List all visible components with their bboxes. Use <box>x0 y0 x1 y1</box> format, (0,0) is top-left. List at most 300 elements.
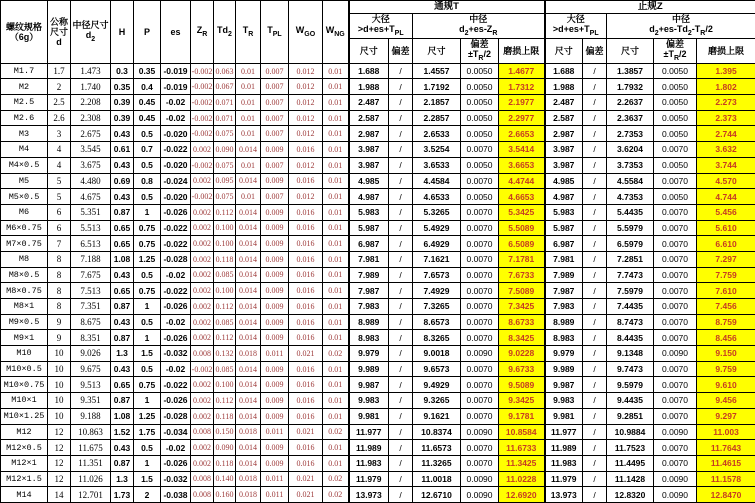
cell-TPL: 0.009 <box>261 361 289 377</box>
cell-go-major-size: 2.987 <box>349 126 389 142</box>
cell-P: 1 <box>134 204 161 220</box>
cell-es: -0.032 <box>161 471 191 487</box>
cell-go-major-size: 3.987 <box>349 142 389 158</box>
cell-ng-major-size: 2.587 <box>545 110 583 126</box>
cell-go-major-dev: / <box>389 455 413 471</box>
cell-Td2: 0.112 <box>214 299 236 315</box>
cell-TR: 0.018 <box>236 471 261 487</box>
cell-d: 1.7 <box>48 63 71 79</box>
cell-ZR: -0.002 <box>191 126 214 142</box>
cell-go-major-dev: / <box>389 220 413 236</box>
cell-TPL: 0.009 <box>261 314 289 330</box>
cell-TR: 0.014 <box>236 314 261 330</box>
cell-spec: M12×0.5 <box>1 440 48 456</box>
cell-H: 1.52 <box>111 424 134 440</box>
cell-spec: M8 <box>1 251 48 267</box>
cell-d2: 5.351 <box>71 204 111 220</box>
cell-es: -0.026 <box>161 204 191 220</box>
table-row <box>1 220 755 236</box>
cell-P: 0.5 <box>134 126 161 142</box>
cell-d: 7 <box>48 236 71 252</box>
cell-go-major-size: 1.988 <box>349 79 389 95</box>
cell-d: 12 <box>48 424 71 440</box>
cell-go-pitch-dev: 0.0070 <box>461 377 499 393</box>
cell-ng-wear-limit: 1.395 <box>697 63 755 79</box>
cell-go-pitch-dev: 0.0070 <box>461 173 499 189</box>
cell-WNG: 0.01 <box>323 173 349 189</box>
cell-ng-pitch-size: 6.5979 <box>607 236 654 252</box>
cell-go-pitch-size: 2.1857 <box>413 95 461 111</box>
cell-ng-pitch-dev: 0.0070 <box>654 299 697 315</box>
cell-P: 0.5 <box>134 440 161 456</box>
cell-H: 0.43 <box>111 126 134 142</box>
cell-spec: M5×0.5 <box>1 189 48 205</box>
cell-TPL: 0.009 <box>261 393 289 409</box>
cell-WNG: 0.01 <box>323 267 349 283</box>
cell-ng-wear-limit: 4.744 <box>697 189 755 205</box>
cell-go-major-dev: / <box>389 471 413 487</box>
cell-ng-major-dev: / <box>583 471 607 487</box>
cell-ZR: 0.002 <box>191 440 214 456</box>
cell-ng-wear-limit: 9.759 <box>697 361 755 377</box>
cell-TPL: 0.009 <box>261 251 289 267</box>
cell-go-major-dev: / <box>389 126 413 142</box>
cell-WGO: 0.016 <box>289 173 323 189</box>
cell-go-major-size: 2.487 <box>349 95 389 111</box>
header-ZR: $Z_R$ <box>191 1 214 64</box>
cell-d: 10 <box>48 393 71 409</box>
header-go-pitch-deviation: 偏差 $\pm T_R/2$ <box>461 39 499 64</box>
cell-ZR: 0.002 <box>191 377 214 393</box>
cell-ZR: 0.002 <box>191 408 214 424</box>
cell-TR: 0.01 <box>236 126 261 142</box>
header-nogo-major-size: 尺寸 <box>545 39 583 64</box>
cell-H: 0.87 <box>111 393 134 409</box>
table-row <box>1 455 755 471</box>
cell-es: -0.026 <box>161 393 191 409</box>
table-row <box>1 361 755 377</box>
cell-ng-major-size: 7.989 <box>545 267 583 283</box>
table-row <box>1 189 755 205</box>
cell-P: 0.5 <box>134 361 161 377</box>
cell-Td2: 0.090 <box>214 440 236 456</box>
cell-go-major-size: 13.973 <box>349 487 389 503</box>
cell-es: -0.02 <box>161 440 191 456</box>
cell-go-wear-limit: 8.3425 <box>499 330 545 346</box>
cell-WGO: 0.012 <box>289 157 323 173</box>
cell-TPL: 0.009 <box>261 440 289 456</box>
header-go-wear-limit: 磨损上限 <box>499 39 545 64</box>
cell-TPL: 0.009 <box>261 173 289 189</box>
cell-go-major-dev: / <box>389 251 413 267</box>
header-nogo-gauge-group: 止规Z <box>545 1 755 14</box>
cell-go-pitch-dev: 0.0050 <box>461 126 499 142</box>
cell-spec: M8×0.75 <box>1 283 48 299</box>
header-WGO: $W_{GO}$ <box>289 1 323 64</box>
cell-ng-wear-limit: 7.456 <box>697 299 755 315</box>
cell-go-major-size: 8.989 <box>349 314 389 330</box>
cell-TR: 0.014 <box>236 173 261 189</box>
header-go-major-deviation: 偏差 <box>389 39 413 64</box>
cell-ng-major-dev: / <box>583 110 607 126</box>
cell-d2: 9.513 <box>71 377 111 393</box>
cell-ng-pitch-dev: 0.0070 <box>654 440 697 456</box>
cell-ng-major-dev: / <box>583 440 607 456</box>
cell-go-pitch-size: 9.6573 <box>413 361 461 377</box>
cell-go-pitch-size: 11.6573 <box>413 440 461 456</box>
cell-go-pitch-dev: 0.0070 <box>461 330 499 346</box>
cell-go-major-dev: / <box>389 377 413 393</box>
cell-TR: 0.014 <box>236 455 261 471</box>
cell-go-major-dev: / <box>389 314 413 330</box>
table-row <box>1 471 755 487</box>
cell-ng-major-size: 7.987 <box>545 283 583 299</box>
cell-d: 9 <box>48 314 71 330</box>
cell-d: 4 <box>48 142 71 158</box>
cell-go-major-dev: / <box>389 204 413 220</box>
table-row <box>1 126 755 142</box>
cell-P: 0.75 <box>134 220 161 236</box>
cell-ng-wear-limit: 11.003 <box>697 424 755 440</box>
cell-TPL: 0.011 <box>261 424 289 440</box>
cell-ng-major-dev: / <box>583 95 607 111</box>
cell-ng-wear-limit: 2.373 <box>697 110 755 126</box>
cell-ZR: 0.002 <box>191 393 214 409</box>
cell-go-major-dev: / <box>389 79 413 95</box>
cell-WGO: 0.021 <box>289 346 323 362</box>
cell-WGO: 0.016 <box>289 361 323 377</box>
cell-spec: M9×0.5 <box>1 314 48 330</box>
cell-go-major-dev: / <box>389 299 413 315</box>
cell-ng-pitch-dev: 0.0090 <box>654 487 697 503</box>
cell-H: 0.35 <box>111 79 134 95</box>
cell-Td2: 0.090 <box>214 142 236 158</box>
cell-ng-wear-limit: 11.1578 <box>697 471 755 487</box>
cell-go-pitch-dev: 0.0050 <box>461 110 499 126</box>
cell-P: 0.75 <box>134 377 161 393</box>
cell-Td2: 0.118 <box>214 455 236 471</box>
cell-Td2: 0.085 <box>214 267 236 283</box>
cell-ng-pitch-size: 2.2637 <box>607 95 654 111</box>
cell-P: 0.5 <box>134 314 161 330</box>
cell-TR: 0.014 <box>236 283 261 299</box>
cell-P: 1.75 <box>134 424 161 440</box>
cell-ng-major-dev: / <box>583 299 607 315</box>
cell-ng-wear-limit: 12.8470 <box>697 487 755 503</box>
cell-ng-major-size: 2.987 <box>545 126 583 142</box>
cell-ng-pitch-dev: 0.0090 <box>654 471 697 487</box>
cell-go-major-dev: / <box>389 236 413 252</box>
cell-spec: M1.7 <box>1 63 48 79</box>
cell-go-pitch-size: 7.1621 <box>413 251 461 267</box>
cell-WNG: 0.01 <box>323 393 349 409</box>
cell-WGO: 0.021 <box>289 471 323 487</box>
cell-es: -0.02 <box>161 110 191 126</box>
cell-d2: 8.351 <box>71 330 111 346</box>
cell-ng-wear-limit: 5.610 <box>697 220 755 236</box>
cell-go-major-dev: / <box>389 267 413 283</box>
cell-ng-major-dev: / <box>583 63 607 79</box>
cell-d2: 11.675 <box>71 440 111 456</box>
cell-go-wear-limit: 8.6733 <box>499 314 545 330</box>
cell-TPL: 0.007 <box>261 110 289 126</box>
cell-go-wear-limit: 12.6920 <box>499 487 545 503</box>
cell-go-major-size: 3.987 <box>349 157 389 173</box>
cell-go-major-dev: / <box>389 142 413 158</box>
cell-go-pitch-size: 1.4557 <box>413 63 461 79</box>
cell-go-pitch-size: 12.6710 <box>413 487 461 503</box>
header-nogo-pitch-deviation: 偏差 $\pm T_R/2$ <box>654 39 697 64</box>
cell-go-pitch-size: 1.7192 <box>413 79 461 95</box>
header-go-major-size: 尺寸 <box>349 39 389 64</box>
cell-P: 0.35 <box>134 63 161 79</box>
cell-go-major-dev: / <box>389 173 413 189</box>
cell-d: 6 <box>48 220 71 236</box>
cell-spec: M4×0.5 <box>1 157 48 173</box>
cell-TPL: 0.007 <box>261 95 289 111</box>
cell-ng-pitch-size: 4.7353 <box>607 189 654 205</box>
table-row <box>1 110 755 126</box>
cell-ng-pitch-size: 9.2851 <box>607 408 654 424</box>
cell-Td2: 0.085 <box>214 314 236 330</box>
cell-ng-major-dev: / <box>583 346 607 362</box>
cell-WGO: 0.016 <box>289 283 323 299</box>
cell-WGO: 0.012 <box>289 95 323 111</box>
cell-d: 6 <box>48 204 71 220</box>
cell-go-pitch-dev: 0.0070 <box>461 267 499 283</box>
cell-ng-wear-limit: 9.150 <box>697 346 755 362</box>
cell-d2: 3.675 <box>71 157 111 173</box>
header-pitch-diameter: 中径尺寸 $d_2$ <box>71 1 111 64</box>
cell-go-wear-limit: 9.3425 <box>499 393 545 409</box>
table-row <box>1 173 755 189</box>
cell-spec: M10×1 <box>1 393 48 409</box>
cell-Td2: 0.071 <box>214 110 236 126</box>
cell-TPL: 0.009 <box>261 377 289 393</box>
cell-WNG: 0.01 <box>323 95 349 111</box>
cell-d: 3 <box>48 126 71 142</box>
cell-ng-major-size: 11.979 <box>545 471 583 487</box>
cell-d: 10 <box>48 346 71 362</box>
cell-ng-major-size: 11.983 <box>545 455 583 471</box>
cell-go-major-dev: / <box>389 110 413 126</box>
cell-es: -0.022 <box>161 283 191 299</box>
cell-ng-major-size: 9.981 <box>545 408 583 424</box>
cell-go-wear-limit: 2.6653 <box>499 126 545 142</box>
cell-ng-pitch-size: 9.7473 <box>607 361 654 377</box>
cell-WGO: 0.016 <box>289 393 323 409</box>
cell-WGO: 0.016 <box>289 314 323 330</box>
header-go-pitch-size: 尺寸 <box>413 39 461 64</box>
cell-WNG: 0.01 <box>323 283 349 299</box>
header-es: es <box>161 1 191 64</box>
cell-go-major-size: 11.979 <box>349 471 389 487</box>
table-row <box>1 79 755 95</box>
cell-go-major-size: 11.977 <box>349 424 389 440</box>
cell-go-major-dev: / <box>389 63 413 79</box>
cell-ng-pitch-dev: 0.0070 <box>654 361 697 377</box>
cell-spec: M12×1.5 <box>1 471 48 487</box>
cell-P: 0.4 <box>134 79 161 95</box>
cell-go-pitch-size: 9.3265 <box>413 393 461 409</box>
cell-ng-major-size: 9.983 <box>545 393 583 409</box>
cell-P: 0.45 <box>134 95 161 111</box>
cell-P: 0.8 <box>134 173 161 189</box>
cell-ng-wear-limit: 7.759 <box>697 267 755 283</box>
header-Td2: $Td_2$ <box>214 1 236 64</box>
cell-go-pitch-size: 9.4929 <box>413 377 461 393</box>
cell-ng-pitch-dev: 0.0050 <box>654 110 697 126</box>
cell-go-major-size: 2.587 <box>349 110 389 126</box>
cell-ZR: 0.002 <box>191 283 214 299</box>
cell-ng-major-dev: / <box>583 455 607 471</box>
cell-TPL: 0.009 <box>261 299 289 315</box>
header-P: P <box>134 1 161 64</box>
cell-go-pitch-dev: 0.0070 <box>461 220 499 236</box>
cell-Td2: 0.100 <box>214 283 236 299</box>
cell-ZR: 0.002 <box>191 251 214 267</box>
cell-ng-pitch-dev: 0.0070 <box>654 330 697 346</box>
cell-Td2: 0.095 <box>214 173 236 189</box>
cell-go-wear-limit: 7.3425 <box>499 299 545 315</box>
cell-es: -0.020 <box>161 189 191 205</box>
cell-WNG: 0.01 <box>323 361 349 377</box>
header-nominal-diameter: 公称 尺寸 d <box>48 1 71 64</box>
cell-d: 10 <box>48 377 71 393</box>
cell-go-major-size: 5.987 <box>349 220 389 236</box>
cell-go-major-size: 7.989 <box>349 267 389 283</box>
cell-H: 0.3 <box>111 63 134 79</box>
cell-ng-major-dev: / <box>583 142 607 158</box>
cell-ZR: 0.002 <box>191 299 214 315</box>
cell-TR: 0.014 <box>236 236 261 252</box>
cell-ng-major-size: 2.487 <box>545 95 583 111</box>
cell-ng-major-dev: / <box>583 157 607 173</box>
cell-es: -0.026 <box>161 455 191 471</box>
cell-go-major-size: 9.989 <box>349 361 389 377</box>
cell-go-pitch-size: 2.6533 <box>413 126 461 142</box>
table-row <box>1 330 755 346</box>
cell-spec: M6 <box>1 204 48 220</box>
cell-Td2: 0.075 <box>214 126 236 142</box>
cell-go-wear-limit: 5.3425 <box>499 204 545 220</box>
cell-es: -0.020 <box>161 157 191 173</box>
cell-d2: 3.545 <box>71 142 111 158</box>
cell-TR: 0.01 <box>236 157 261 173</box>
cell-d2: 5.513 <box>71 220 111 236</box>
cell-go-pitch-dev: 0.0070 <box>461 361 499 377</box>
cell-P: 1 <box>134 299 161 315</box>
cell-d2: 7.351 <box>71 299 111 315</box>
cell-P: 1 <box>134 330 161 346</box>
cell-go-wear-limit: 1.7312 <box>499 79 545 95</box>
cell-es: -0.02 <box>161 314 191 330</box>
cell-es: -0.019 <box>161 79 191 95</box>
cell-go-wear-limit: 3.5414 <box>499 142 545 158</box>
cell-ZR: 0.002 <box>191 173 214 189</box>
cell-ng-wear-limit: 2.744 <box>697 126 755 142</box>
cell-ng-pitch-size: 9.5979 <box>607 377 654 393</box>
cell-WGO: 0.016 <box>289 377 323 393</box>
cell-P: 1.25 <box>134 408 161 424</box>
cell-go-pitch-dev: 0.0090 <box>461 471 499 487</box>
cell-Td2: 0.112 <box>214 393 236 409</box>
cell-go-pitch-dev: 0.0050 <box>461 79 499 95</box>
cell-ZR: 0.008 <box>191 487 214 503</box>
cell-ZR: 0.002 <box>191 236 214 252</box>
cell-ng-major-dev: / <box>583 283 607 299</box>
cell-go-pitch-dev: 0.0070 <box>461 204 499 220</box>
cell-spec: M4 <box>1 142 48 158</box>
cell-WGO: 0.012 <box>289 110 323 126</box>
cell-H: 0.87 <box>111 299 134 315</box>
cell-go-wear-limit: 2.2977 <box>499 110 545 126</box>
cell-ng-major-size: 5.983 <box>545 204 583 220</box>
cell-go-pitch-dev: 0.0070 <box>461 142 499 158</box>
cell-ng-pitch-dev: 0.0050 <box>654 95 697 111</box>
cell-H: 1.08 <box>111 251 134 267</box>
cell-TR: 0.014 <box>236 251 261 267</box>
cell-go-wear-limit: 3.6653 <box>499 157 545 173</box>
cell-ng-major-size: 6.987 <box>545 236 583 252</box>
cell-go-pitch-size: 9.0018 <box>413 346 461 362</box>
cell-TR: 0.014 <box>236 408 261 424</box>
cell-WNG: 0.02 <box>323 424 349 440</box>
cell-WNG: 0.01 <box>323 79 349 95</box>
cell-d: 12 <box>48 471 71 487</box>
cell-d: 12 <box>48 455 71 471</box>
table-row <box>1 283 755 299</box>
cell-ng-wear-limit: 3.632 <box>697 142 755 158</box>
cell-d: 4 <box>48 157 71 173</box>
cell-H: 0.43 <box>111 314 134 330</box>
cell-spec: M9×1 <box>1 330 48 346</box>
cell-go-pitch-dev: 0.0050 <box>461 157 499 173</box>
cell-ng-major-dev: / <box>583 220 607 236</box>
cell-ZR: -0.002 <box>191 189 214 205</box>
cell-P: 1 <box>134 393 161 409</box>
cell-WGO: 0.016 <box>289 408 323 424</box>
cell-ng-major-dev: / <box>583 424 607 440</box>
cell-go-major-size: 11.983 <box>349 455 389 471</box>
cell-es: -0.022 <box>161 142 191 158</box>
cell-WGO: 0.012 <box>289 189 323 205</box>
cell-go-major-size: 1.688 <box>349 63 389 79</box>
cell-go-pitch-dev: 0.0070 <box>461 314 499 330</box>
cell-ng-major-size: 11.989 <box>545 440 583 456</box>
cell-spec: M2.5 <box>1 95 48 111</box>
cell-spec: M10 <box>1 346 48 362</box>
cell-go-major-dev: / <box>389 361 413 377</box>
cell-WGO: 0.016 <box>289 142 323 158</box>
cell-d: 5 <box>48 173 71 189</box>
cell-TR: 0.014 <box>236 220 261 236</box>
cell-es: -0.028 <box>161 251 191 267</box>
cell-ZR: 0.002 <box>191 220 214 236</box>
cell-go-major-size: 9.983 <box>349 393 389 409</box>
cell-d2: 11.026 <box>71 471 111 487</box>
cell-Td2: 0.085 <box>214 361 236 377</box>
cell-go-major-size: 9.981 <box>349 408 389 424</box>
cell-Td2: 0.100 <box>214 220 236 236</box>
cell-go-pitch-size: 6.4929 <box>413 236 461 252</box>
cell-go-major-size: 4.985 <box>349 173 389 189</box>
cell-es: -0.02 <box>161 361 191 377</box>
cell-H: 1.73 <box>111 487 134 503</box>
cell-ZR: 0.008 <box>191 471 214 487</box>
cell-WGO: 0.012 <box>289 126 323 142</box>
cell-go-major-dev: / <box>389 440 413 456</box>
